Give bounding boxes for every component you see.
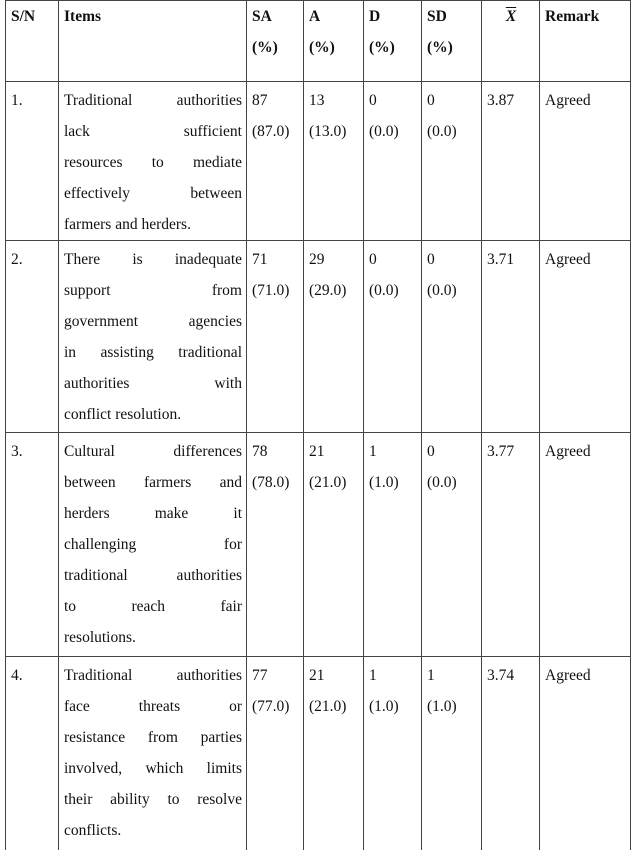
row-d-cell	[364, 657, 422, 851]
row-d-count: 0	[369, 251, 377, 268]
item-text-line: their ability to resolve	[64, 791, 242, 808]
header-sd-label: SD	[427, 8, 447, 25]
row-sa-percent: (87.0)	[252, 123, 290, 140]
item-text-line: There is inadequate	[64, 251, 242, 268]
row-sa-count: 77	[252, 667, 268, 684]
row-sn: 1.	[6, 82, 59, 241]
row-mean: 3.71	[482, 241, 540, 433]
row-sd-cell	[422, 433, 482, 657]
row-a-cell	[304, 82, 364, 241]
header-d-pct: (%)	[369, 39, 395, 56]
row-d-cell	[364, 433, 422, 657]
row-d-percent: (0.0)	[369, 123, 399, 140]
item-text-line: challenging for	[64, 536, 242, 553]
row-a-cell	[304, 241, 364, 433]
table-row	[6, 657, 631, 851]
item-text-line: between farmers and	[64, 474, 242, 491]
row-d-cell	[364, 241, 422, 433]
row-sa-count: 87	[252, 92, 268, 109]
row-sa-percent: (71.0)	[252, 282, 290, 299]
row-sd-percent: (0.0)	[427, 474, 457, 491]
row-sd-percent: (0.0)	[427, 282, 457, 299]
header-remark: Remark	[540, 1, 631, 82]
row-sn: 3.	[6, 433, 59, 657]
row-d-percent: (1.0)	[369, 474, 399, 491]
row-sd-count: 0	[427, 443, 435, 460]
table-row	[6, 82, 631, 241]
header-mean	[482, 1, 540, 82]
row-d-cell	[364, 82, 422, 241]
item-text-line: government agencies	[64, 313, 242, 330]
header-sa-label: SA	[252, 8, 272, 25]
row-mean: 3.77	[482, 433, 540, 657]
item-text-line: in assisting traditional	[64, 344, 242, 361]
header-sa	[247, 1, 304, 82]
row-sa-cell	[247, 82, 304, 241]
header-a-pct: (%)	[309, 39, 335, 56]
row-a-count: 21	[309, 667, 325, 684]
item-text-line: authorities with	[64, 375, 242, 392]
header-items: Items	[59, 1, 247, 82]
item-text-line: conflict resolution.	[64, 406, 182, 423]
row-sd-cell	[422, 82, 482, 241]
row-sn: 4.	[6, 657, 59, 851]
item-text-line: traditional authorities	[64, 567, 242, 584]
row-sd-percent: (0.0)	[427, 123, 457, 140]
row-a-cell	[304, 433, 364, 657]
item-text-line: Cultural differences	[64, 443, 242, 460]
header-row	[6, 1, 631, 82]
item-text-line: Traditional authorities	[64, 667, 242, 684]
row-sd-count: 1	[427, 667, 435, 684]
row-sa-cell	[247, 433, 304, 657]
row-a-count: 21	[309, 443, 325, 460]
row-remark: Agreed	[540, 433, 631, 657]
row-sa-percent: (78.0)	[252, 474, 290, 491]
item-text-line: herders make it	[64, 505, 242, 522]
item-text-line: farmers and herders.	[64, 216, 191, 233]
table-row	[6, 241, 631, 433]
row-d-percent: (1.0)	[369, 698, 399, 715]
row-remark: Agreed	[540, 657, 631, 851]
survey-table	[5, 0, 631, 850]
row-sd-cell	[422, 241, 482, 433]
row-remark: Agreed	[540, 82, 631, 241]
row-sd-cell	[422, 657, 482, 851]
row-sd-count: 0	[427, 251, 435, 268]
row-d-count: 0	[369, 92, 377, 109]
header-a	[304, 1, 364, 82]
row-a-percent: (29.0)	[309, 282, 347, 299]
row-sd-count: 0	[427, 92, 435, 109]
row-item	[59, 82, 247, 241]
row-a-percent: (21.0)	[309, 474, 347, 491]
header-a-label: A	[309, 8, 321, 25]
item-text-line: involved, which limits	[64, 760, 242, 777]
row-d-count: 1	[369, 667, 377, 684]
header-sd-pct: (%)	[427, 39, 453, 56]
row-item	[59, 241, 247, 433]
item-text-line: face threats or	[64, 698, 242, 715]
header-sa-pct: (%)	[252, 39, 278, 56]
header-d-label: D	[369, 8, 381, 25]
row-a-percent: (13.0)	[309, 123, 347, 140]
item-text-line: effectively between	[64, 185, 242, 202]
item-text-line: support from	[64, 282, 242, 299]
row-sn: 2.	[6, 241, 59, 433]
item-text-line: resolutions.	[64, 629, 136, 646]
row-sa-cell	[247, 657, 304, 851]
row-mean: 3.87	[482, 82, 540, 241]
row-d-count: 1	[369, 443, 377, 460]
table-row	[6, 433, 631, 657]
row-sd-percent: (1.0)	[427, 698, 457, 715]
item-text-line: Traditional authorities	[64, 92, 242, 109]
header-sn: S/N	[6, 1, 59, 82]
item-text-line: resistance from parties	[64, 729, 242, 746]
row-a-count: 29	[309, 251, 325, 268]
row-remark: Agreed	[540, 241, 631, 433]
row-item	[59, 433, 247, 657]
row-sa-count: 78	[252, 443, 268, 460]
item-text-line: to reach fair	[64, 598, 242, 615]
row-sa-count: 71	[252, 251, 268, 268]
row-sa-cell	[247, 241, 304, 433]
item-text-line: lack sufficient	[64, 123, 242, 140]
item-text-line: resources to mediate	[64, 154, 242, 171]
header-mean-symbol: $\overline{X}$	[505, 8, 517, 25]
row-sa-percent: (77.0)	[252, 698, 290, 715]
row-a-count: 13	[309, 92, 325, 109]
row-item	[59, 657, 247, 851]
row-a-cell	[304, 657, 364, 851]
row-d-percent: (0.0)	[369, 282, 399, 299]
header-sd	[422, 1, 482, 82]
item-text-line: conflicts.	[64, 822, 122, 839]
row-mean: 3.74	[482, 657, 540, 851]
header-d	[364, 1, 422, 82]
row-a-percent: (21.0)	[309, 698, 347, 715]
